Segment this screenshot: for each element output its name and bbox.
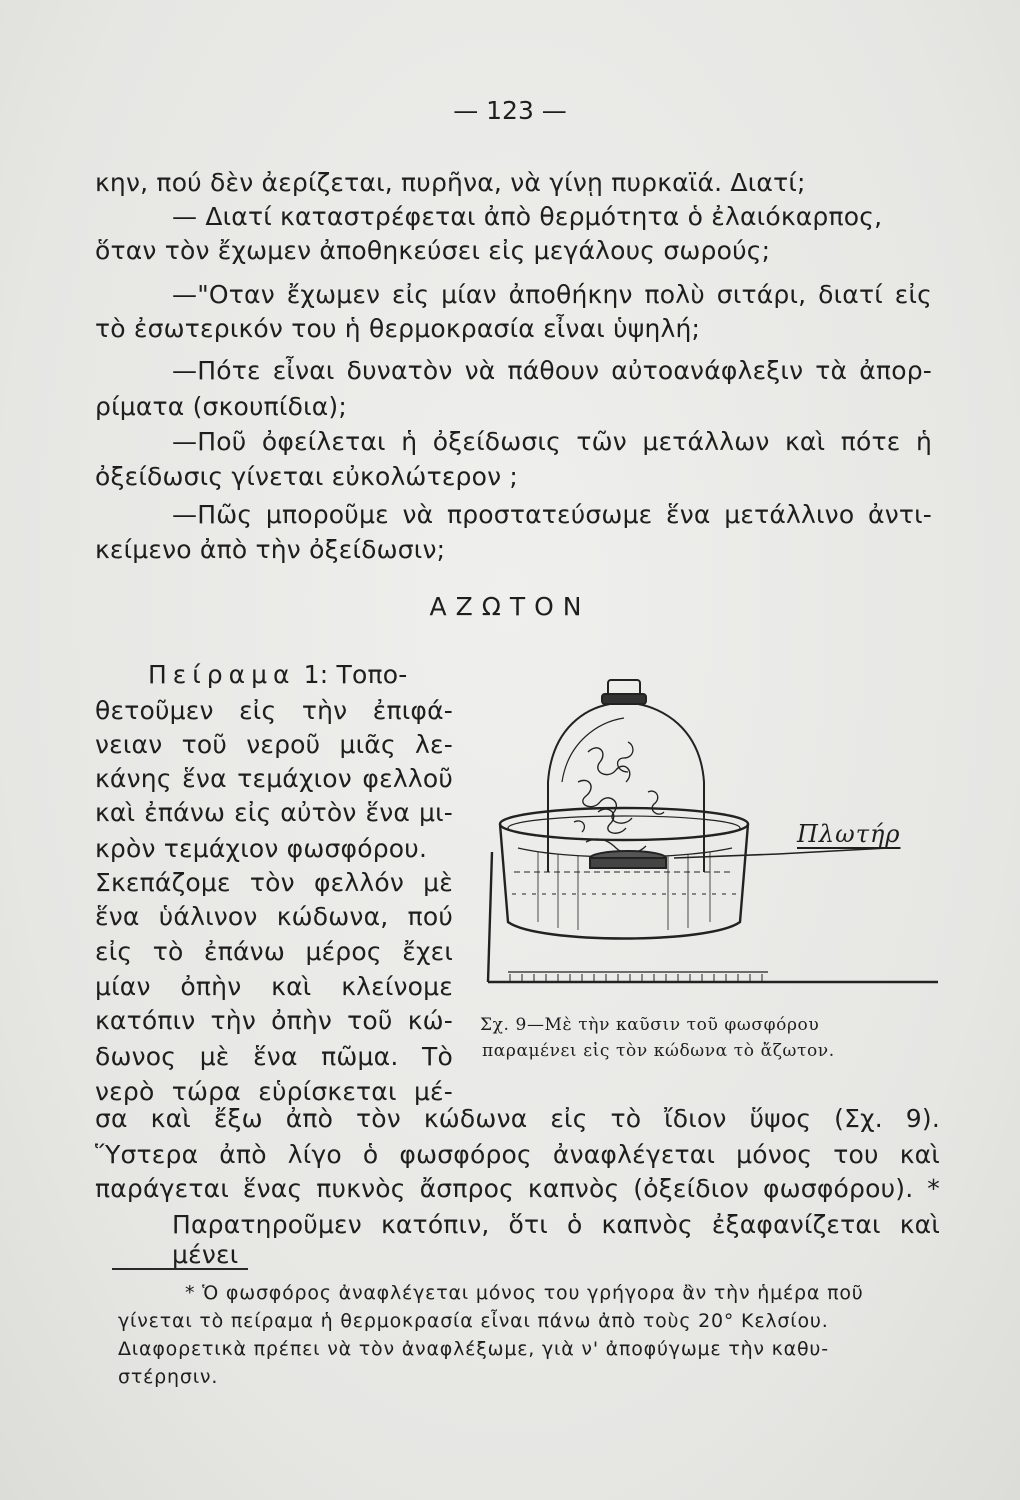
intro-line-8: —Ποῦ ὀφείλεται ἡ ὀξείδωσις τῶν μετάλλων καὶ πότε ἡ — [172, 427, 932, 456]
intro-line-1: κην, πού δὲν ἀερίζεται, πυρῆνα, νὰ γίνῃ πυρκαϊά. Διατί; — [95, 168, 806, 197]
figure-caption-line-1: Σχ. 9—Μὲ τὴν καῦσιν τοῦ φωσφόρου — [480, 1015, 820, 1035]
column-line-6: Σκεπάζομε τὸν φελλόν μὲ — [95, 868, 453, 897]
footnote-line-1: * Ὁ φωσφόρος ἀναφλέγεται μόνος του γρήγορα ἂν τὴν ἡμέρα ποῦ — [185, 1282, 864, 1304]
float-label-handwritten: Πλωτήρ — [797, 820, 901, 848]
column-line-4: καὶ ἐπάνω εἰς αὐτὸν ἕνα μι- — [95, 798, 453, 827]
column-line-3: κάνης ἕνα τεμάχιον φελλοῦ — [95, 764, 453, 793]
body-line-3: παράγεται ἕνας πυκνὸς ἄσπρος καπνὸς (ὀξείδιον φωσφόρου). * — [95, 1174, 940, 1203]
column-line-12: νερὸ τώρα εὑρίσκεται μέ- — [95, 1077, 453, 1106]
footnote-separator — [112, 1268, 248, 1270]
section-heading-azoton: ΑΖΩΤΟΝ — [429, 592, 591, 621]
column-line-9: μίαν ὀπὴν καὶ κλείνομε — [95, 972, 453, 1001]
intro-line-6: —Πότε εἶναι δυνατὸν νὰ πάθουν αὐτοανάφλεξιν τὰ ἀπορ- — [172, 356, 932, 385]
footnote-line-3: Διαφορετικὰ πρέπει νὰ τὸν ἀναφλέξωμε, γιὰ ν' ἀποφύγωμε τὴν καθυ- — [118, 1338, 829, 1360]
column-line-5: κρὸν τεμάχιον φωσφόρου. — [95, 834, 428, 863]
experiment-first-line-rest: 1: Τοπο- — [303, 660, 408, 689]
column-line-7: ἕνα ὑάλινον κώδωνα, πού — [95, 902, 453, 931]
intro-line-7: ρίματα (σκουπίδια); — [95, 392, 348, 421]
intro-line-10: —Πῶς μποροῦμε νὰ προστατεύσωμε ἕνα μετάλλινο ἀντι- — [172, 500, 932, 529]
intro-line-2: — Διατί καταστρέφεται ἀπὸ θερμότητα ὁ ἐλαιόκαρπος, — [172, 202, 883, 231]
column-line-1: θετοῦμεν εἰς τὴν ἐπιφά- — [95, 696, 453, 725]
intro-line-4: —"Οταν ἔχωμεν εἰς μίαν ἀποθήκην πολὺ σιτάρι, διατί εἰς — [172, 280, 932, 309]
figure-caption-line-2: παραμένει εἰς τὸν κώδωνα τὸ ἄζωτον. — [482, 1041, 835, 1061]
footnote-line-4: στέρησιν. — [118, 1366, 219, 1388]
page-number: — 123 — — [453, 96, 567, 125]
footnote-line-2: γίνεται τὸ πείραμα ἡ θερμοκρασία εἶναι πάνω ἀπὸ τοὺς 20° Κελσίου. — [118, 1310, 829, 1332]
column-line-8: εἰς τὸ ἐπάνω μέρος ἔχει — [95, 937, 453, 966]
intro-line-3: ὅταν τὸν ἔχωμεν ἀποθηκεύσει εἰς μεγάλους σωρούς; — [95, 236, 771, 265]
column-line-11: δωνος μὲ ἕνα πῶμα. Τὸ — [95, 1042, 453, 1071]
experiment-label: Πείραμα — [148, 660, 296, 689]
body-line-2: Ὕστερα ἀπὸ λίγο ὁ φωσφόρος ἀναφλέγεται μόνος του καὶ — [95, 1140, 940, 1169]
column-line-2: νειαν τοῦ νεροῦ μιᾶς λε- — [95, 730, 453, 759]
intro-line-9: ὀξείδωσις γίνεται εὐκολώτερον ; — [95, 462, 519, 491]
body-line-1: σα καὶ ἔξω ἀπὸ τὸν κώδωνα εἰς τὸ ἴδιον ὕψος (Σχ. 9). — [95, 1104, 940, 1133]
intro-line-5: τὸ ἐσωτερικόν του ἡ θερμοκρασία εἶναι ὑψηλή; — [95, 314, 701, 343]
column-line-10: κατόπιν τὴν ὀπὴν τοῦ κώ- — [95, 1006, 453, 1035]
body-line-4: Παρατηροῦμεν κατόπιν, ὅτι ὁ καπνὸς ἐξαφανίζεται καὶ μένει — [172, 1210, 940, 1269]
experiment-first-line — [148, 660, 407, 690]
intro-line-11: κείμενο ἀπὸ τὴν ὀξείδωσιν; — [95, 535, 446, 564]
